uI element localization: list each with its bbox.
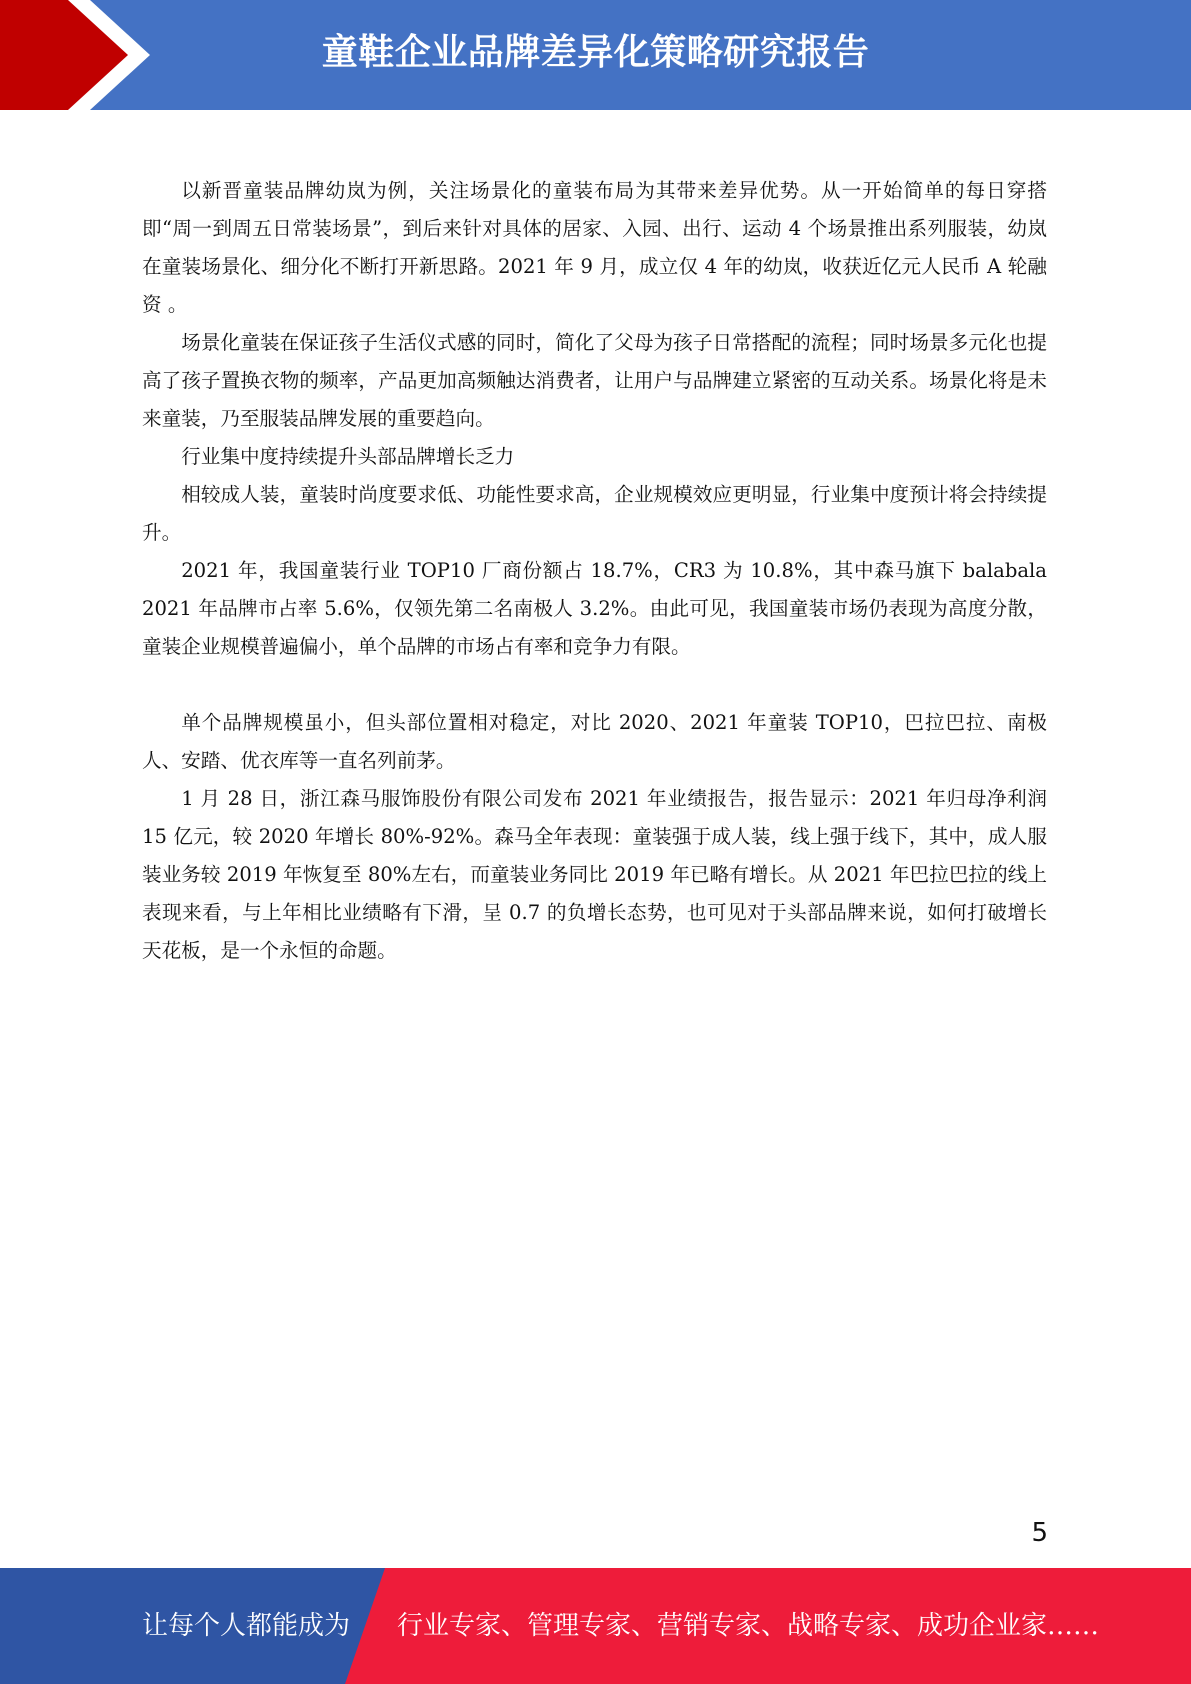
section-heading: 行业集中度持续提升头部品牌增长乏力 — [181, 445, 515, 468]
footer-bar — [0, 1568, 1191, 1684]
paragraph: 场景化童装在保证孩子生活仪式感的同时，简化了父母为孩子日常搭配的流程；同时场景多元化也提高了孩子置换衣物的频率，产品更加高频触达消费者，让用户与品牌建立紧密的互动关系。场景化将是未来童装，乃至服装品牌发展的重要趋向。 — [142, 331, 1047, 430]
paragraph: 1 月 28 日，浙江森马服饰股份有限公司发布 2021 年业绩报告，报告显示：2021 年归母净利润 15 亿元，较 2020 年增长 80%-92%。森马全年表现：童装强于成人装，线上强于线下，其中，成人服装业务较 2019 年恢复至 80%左右，而童装业务同比 2019 年已略有增长。从 2021 年巴拉巴拉的线上表现来看，与上年相比业绩略有下滑，呈 0.7 的负增长态势，也可见对于头部品牌来说，如何打破增长天花板，是一个永恒的命题。 — [142, 787, 1047, 962]
page-number: 5 — [1031, 1518, 1048, 1548]
body-text — [142, 172, 1047, 970]
paragraph: 相较成人装，童装时尚度要求低、功能性要求高，企业规模效应更明显，行业集中度预计将会持续提升。 — [142, 483, 1047, 544]
footer-slogan-right: 行业专家、管理专家、营销专家、战略专家、成功企业家…… — [397, 1611, 1100, 1641]
paragraph: 单个品牌规模虽小，但头部位置相对稳定，对比 2020、2021 年童装 TOP10，巴拉巴拉、南极人、安踏、优衣库等一直名列前茅。 — [142, 711, 1047, 772]
document-title: 童鞋企业品牌差异化策略研究报告 — [321, 32, 870, 73]
paragraph: 以新晋童装品牌幼岚为例，关注场景化的童装布局为其带来差异优势。从一开始简单的每日穿搭即“周一到周五日常装场景”，到后来针对具体的居家、入园、出行、运动 4 个场景推出系列服装，幼岚在童装场景化、细分化不断打开新思路。2021 年 9 月，成立仅 4 年的幼岚，收获近亿元人民币 A 轮融资 。 — [142, 179, 1047, 316]
paragraph: 2021 年，我国童装行业 TOP10 厂商份额占 18.7%，CR3 为 10.8%，其中森马旗下 balabala 2021 年品牌市占率 5.6%，仅领先第二名南极人 3.2%。由此可见，我国童装市场仍表现为高度分散，童装企业规模普遍偏小，单个品牌的市场占有率和竞争力有限。 — [142, 559, 1047, 658]
footer-slogan-left: 让每个人都能成为 — [142, 1611, 351, 1641]
header-bar — [0, 0, 1191, 110]
